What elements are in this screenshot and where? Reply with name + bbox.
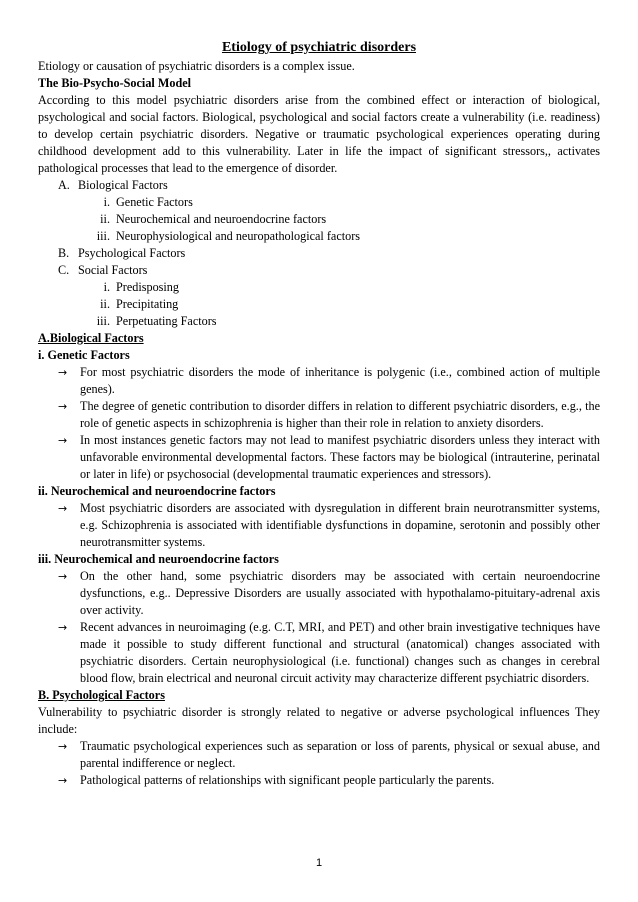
genetic-heading: i. Genetic Factors: [38, 348, 130, 362]
document-title: Etiology of psychiatric disorders: [221, 40, 417, 55]
bullet-text: Most psychiatric disorders are associated with dysregulation in different brain neurotransmitter systems, e.g. Schizophrenia is associated with identifiable dysfunctions in dopamine, serotonin and possibly other neurotransmitter systems.: [80, 501, 600, 549]
bullet-item: [58, 619, 600, 687]
bullet-text: The degree of genetic contribution to disorder differs in relation to different psychiatric disorders, e.g., the role of genetic aspects in schizophrenia is higher than their role in relation to anxiety disorders.: [80, 399, 600, 430]
outline-label: Psychological Factors: [78, 246, 186, 260]
bullet-item: [58, 738, 600, 772]
outline-sublabel: Perpetuating Factors: [116, 314, 217, 328]
outline-item: [58, 262, 600, 330]
arrow-right-icon: →: [58, 400, 68, 413]
bullet-text: Recent advances in neuroimaging (e.g. C.T, MRI, and PET) and other brain investigative techniques have made it possible to study different functional and structural (anatomical) changes associated with psychiatric disorders. Certain neurophysiological (i.e. functional) changes such as changes in cerebral blood flow, brain electrical and neuronal circuit activity may characterize different psychiatric disorders.: [80, 620, 600, 685]
bullet-text: In most instances genetic factors may not lead to manifest psychiatric disorders unless they interact with unfavorable environmental developmental factors. These factors may be biological (intrauterine, perinatal or later in life) or psychosocial (developmental traumatic experiences and stressors).: [80, 433, 600, 481]
outline-sublabel: Predisposing: [116, 280, 179, 294]
bullet-item: [58, 500, 600, 551]
neurochemical-heading: ii. Neurochemical and neuroendocrine factors: [38, 484, 276, 498]
document-page: [38, 38, 600, 789]
outline-item: [58, 177, 600, 245]
bullet-item: [58, 398, 600, 432]
arrow-right-icon: →: [58, 621, 68, 634]
outline-label: Social Factors: [78, 263, 148, 277]
bullet-text: Traumatic psychological experiences such as separation or loss of parents, physical or sexual abuse, and parental indifference or neglect.: [80, 739, 600, 770]
outline-subitem: [96, 194, 600, 211]
intro-text: Etiology or causation of psychiatric disorders is a complex issue.: [38, 59, 355, 73]
outline-submarker: i.: [103, 280, 110, 294]
section-b-heading: B. Psychological Factors: [38, 688, 165, 702]
bullet-item: [58, 568, 600, 619]
outline-submarker: ii.: [100, 212, 110, 226]
bullet-text: Pathological patterns of relationships with significant people particularly the parents.: [80, 773, 495, 787]
section-b-intro: Vulnerability to psychiatric disorder is strongly related to negative or adverse psychological influences They include:: [38, 705, 600, 736]
genetic-bullets: [38, 364, 600, 483]
psychological-bullets: [38, 738, 600, 789]
outline-marker: C.: [58, 263, 70, 277]
outline-subitem: [96, 279, 600, 296]
outline-subitem: [96, 296, 600, 313]
page-number: 1: [315, 857, 323, 869]
outline-label: Biological Factors: [78, 178, 168, 192]
outline-sublist: [78, 279, 600, 330]
bullet-item: [58, 432, 600, 483]
arrow-right-icon: →: [58, 366, 68, 379]
arrow-right-icon: →: [58, 740, 68, 753]
bullet-item: [58, 364, 600, 398]
outline-subitem: [96, 313, 600, 330]
outline-subitem: [96, 228, 600, 245]
outline-subitem: [96, 211, 600, 228]
outline-submarker: iii.: [96, 314, 110, 328]
arrow-right-icon: →: [58, 570, 68, 583]
outline-sublabel: Precipitating: [116, 297, 179, 311]
outline-sublabel: Neurochemical and neuroendocrine factors: [116, 212, 327, 226]
bullet-text: On the other hand, some psychiatric disorders may be associated with certain neuroendocrine dysfunctions, e.g.. Depressive Disorders are usually associated with hypothalamo-pituitary-adrenal axis over activity.: [80, 569, 600, 617]
outline-item: [58, 245, 600, 262]
section-a-heading: A.Biological Factors: [38, 331, 144, 345]
neurochemical-heading-2: iii. Neurochemical and neuroendocrine factors: [38, 552, 279, 566]
outline-sublabel: Neurophysiological and neuropathological factors: [116, 229, 361, 243]
outline-submarker: ii.: [100, 297, 110, 311]
outline-submarker: i.: [103, 195, 110, 209]
bullet-item: [58, 772, 600, 789]
arrow-right-icon: →: [58, 434, 68, 447]
outline-marker: A.: [58, 178, 70, 192]
neurochemical-bullets-2: [38, 568, 600, 687]
neurochemical-bullets: [38, 500, 600, 551]
outline-submarker: iii.: [96, 229, 110, 243]
outline-marker: B.: [58, 246, 70, 260]
arrow-right-icon: →: [58, 774, 68, 787]
outline-sublist: [78, 194, 600, 245]
outline-sublabel: Genetic Factors: [116, 195, 193, 209]
model-heading: The Bio-Psycho-Social Model: [38, 76, 192, 90]
model-paragraph: According to this model psychiatric disorders arise from the combined effect or interaction of biological, psychological and social factors. Biological, psychological and social factors create a vulnerability (i.e. readiness) to develop certain psychiatric disorders. Negative or traumatic psychological experiences operating during childhood development add to this vulnerability. Later in life the impact of significant stressors,, activates pathological processes that lead to the emergence of disorder.: [38, 93, 600, 175]
factor-outline: [38, 177, 600, 330]
arrow-right-icon: →: [58, 502, 68, 515]
bullet-text: For most psychiatric disorders the mode of inheritance is polygenic (i.e., combined action of multiple genes).: [80, 365, 600, 396]
